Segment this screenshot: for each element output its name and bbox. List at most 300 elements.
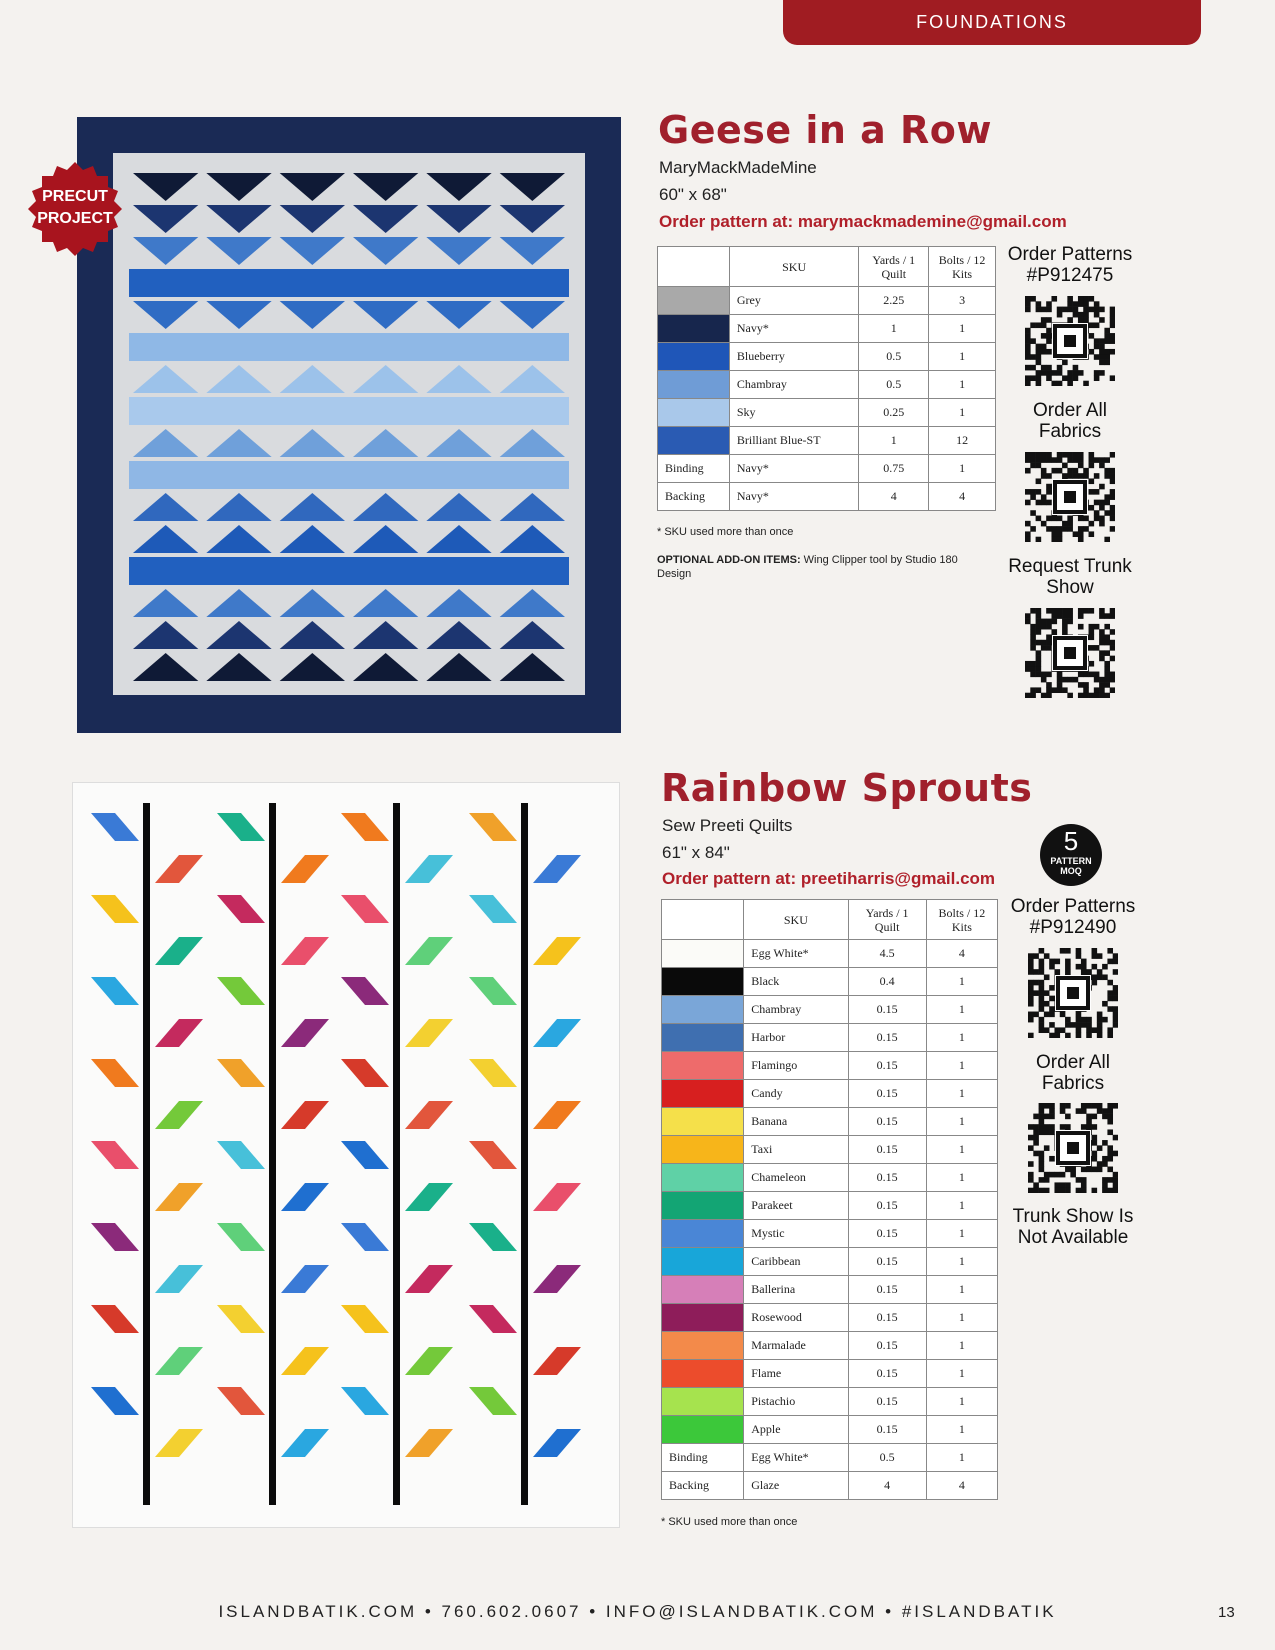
qr-module (1097, 953, 1103, 959)
qr-module (1067, 457, 1073, 463)
qr-module (1110, 516, 1115, 522)
qr-module (1092, 1103, 1098, 1109)
qr-module (1062, 307, 1068, 313)
qr-module (1089, 629, 1095, 635)
fabric-yards: 0.15 (848, 1052, 926, 1080)
qr-module (1086, 1103, 1092, 1109)
qr-module (1028, 985, 1034, 991)
qr-module (1049, 1114, 1055, 1120)
qr-module (1041, 344, 1047, 350)
qr-module (1099, 349, 1105, 355)
qr-finder-core (1064, 335, 1076, 347)
qr-module (1051, 619, 1057, 625)
qr-module (1039, 1151, 1045, 1157)
table-row (662, 1304, 998, 1332)
fabric-sku: Mystic (744, 1220, 848, 1248)
table-row (658, 371, 996, 399)
qr-module (1046, 375, 1052, 381)
fabric-sku: Grey (729, 287, 859, 315)
qr-module (1025, 375, 1031, 381)
qr-module (1097, 974, 1103, 980)
qr-module (1041, 452, 1047, 458)
table-row (662, 1052, 998, 1080)
fabric-yards: 0.15 (848, 1136, 926, 1164)
qr-module (1060, 1182, 1066, 1188)
qr-module (1036, 370, 1042, 376)
qr-module (1046, 317, 1052, 323)
table-row (662, 1388, 998, 1416)
qr-module (1076, 948, 1082, 954)
qr-module (1025, 531, 1031, 537)
quilt2-stem (269, 803, 276, 1505)
qr-module (1065, 1114, 1071, 1120)
qr-module (1025, 344, 1031, 350)
fabric-swatch (662, 1248, 744, 1276)
qr-module (1062, 677, 1068, 683)
qr-module (1041, 317, 1047, 323)
qr-module (1046, 624, 1052, 630)
qr-module (1099, 613, 1105, 619)
qr-module (1030, 629, 1036, 635)
qr-module (1110, 468, 1115, 474)
qr-module (1102, 974, 1108, 980)
pattern2-trunk-show-label (998, 1206, 1148, 1248)
fabric-sku: Navy* (729, 483, 859, 511)
quilt2-leaf (281, 1347, 329, 1375)
qr-module (1089, 489, 1095, 495)
table-row (662, 1136, 998, 1164)
qr-module (1046, 338, 1052, 344)
qr-module (1104, 650, 1110, 656)
qr-module (1046, 307, 1052, 313)
qr-module (1104, 349, 1110, 355)
table-row (658, 315, 996, 343)
fabric-swatch (662, 1416, 744, 1444)
qr-module (1046, 328, 1052, 334)
quilt2-leaf (91, 1059, 139, 1087)
qr-module (1110, 672, 1115, 678)
qr-module (1057, 677, 1063, 683)
qr-module (1110, 478, 1115, 484)
fabric-swatch (662, 1024, 744, 1052)
qr-module (1089, 463, 1095, 469)
pattern1-order-fabrics-label (1000, 400, 1140, 442)
fabric-swatch (662, 1052, 744, 1080)
qr-module (1094, 338, 1100, 344)
qr-module (1033, 1182, 1039, 1188)
qr-module (1113, 1151, 1118, 1157)
qr-module (1030, 526, 1036, 532)
qr-module (1065, 1167, 1071, 1173)
fabric-bolts: 1 (926, 1248, 997, 1276)
qr-module (1049, 1022, 1055, 1028)
qr-module (1110, 349, 1115, 355)
qr-module (1110, 307, 1115, 313)
qr-module (1054, 1027, 1060, 1033)
fabric-sku: Sky (729, 399, 859, 427)
qr-module (1092, 1124, 1098, 1130)
qr-module (1089, 624, 1095, 630)
qr-module (1113, 1177, 1118, 1183)
qr-module (1044, 953, 1050, 959)
qr-module (1062, 375, 1068, 381)
quilt2-leaf (469, 1223, 517, 1251)
qr-module (1065, 1022, 1071, 1028)
qr-module (1102, 1108, 1108, 1114)
qr-module (1067, 516, 1073, 522)
qr-module (1044, 974, 1050, 980)
qr-module (1030, 489, 1036, 495)
qr-module (1039, 1114, 1045, 1120)
qr-module (1044, 1103, 1050, 1109)
qr-module (1102, 1177, 1108, 1183)
qr-module (1067, 468, 1073, 474)
qr-module (1097, 1017, 1103, 1023)
qr-module (1092, 1151, 1098, 1157)
qr-module (1102, 1182, 1108, 1188)
qr-module (1107, 1006, 1113, 1012)
qr-module (1054, 959, 1060, 965)
qr-module (1078, 296, 1084, 302)
quilt2-leaf (91, 1305, 139, 1333)
qr-module (1036, 661, 1042, 667)
qr-module (1060, 1108, 1066, 1114)
qr-module (1094, 375, 1100, 381)
qr-module (1039, 1103, 1045, 1109)
qr-finder-core (1067, 987, 1079, 999)
qr-module (1060, 948, 1066, 954)
qr-module (1067, 381, 1073, 386)
qr-module (1089, 693, 1095, 698)
order-fabrics-line-2: Fabrics (1038, 421, 1102, 442)
qr-module (1025, 301, 1031, 307)
fabric-yards: 1 (859, 427, 929, 455)
header-swatch (658, 247, 730, 287)
fabric-yards: 0.4 (848, 968, 926, 996)
table-row (662, 968, 998, 996)
table-row (658, 399, 996, 427)
qr-finder-core (1067, 1142, 1079, 1154)
qr-module (1036, 624, 1042, 630)
moq-number: 5 (1063, 826, 1079, 856)
qr-module (1089, 531, 1095, 537)
fabric-swatch (662, 1136, 744, 1164)
fabric-yards: 0.15 (848, 1416, 926, 1444)
qr-module (1062, 629, 1068, 635)
qr-module (1030, 354, 1036, 360)
qr-module (1099, 500, 1105, 506)
fabric-yards: 0.15 (848, 1304, 926, 1332)
qr-module (1081, 969, 1087, 975)
qr-module (1110, 629, 1115, 635)
qr-module (1049, 1033, 1055, 1038)
qr-module (1073, 677, 1079, 683)
qr-module (1078, 537, 1084, 542)
qr-module (1107, 1145, 1113, 1151)
table-row (662, 1472, 998, 1500)
qr-module (1062, 613, 1068, 619)
pattern2-title: Rainbow Sprouts (661, 766, 1033, 810)
qr-module (1051, 457, 1057, 463)
pattern-number: #P912475 (1026, 265, 1114, 286)
qr-module (1086, 1114, 1092, 1120)
order-fabrics-qr-icon[interactable] (1025, 452, 1115, 542)
qr-module (1030, 452, 1036, 458)
fabric-yards: 1 (859, 315, 929, 343)
qr-module (1104, 640, 1110, 646)
qr-module (1089, 645, 1095, 651)
qr-module (1081, 964, 1087, 970)
qr-module (1041, 473, 1047, 479)
fabric-bolts: 3 (929, 287, 996, 315)
qr-module (1033, 1012, 1039, 1018)
qr-module (1054, 1033, 1060, 1038)
table-row (662, 1360, 998, 1388)
pattern2-order-link[interactable]: Order pattern at: preetiharris@gmail.com (662, 869, 996, 888)
quilt2-leaf (341, 1305, 389, 1333)
quilt2-leaf (469, 1305, 517, 1333)
qr-module (1113, 1022, 1118, 1028)
fabric-yards: 0.15 (848, 1080, 926, 1108)
qr-module (1086, 1017, 1092, 1023)
qr-module (1057, 613, 1063, 619)
quilt2-leaf (341, 1059, 389, 1087)
qr-module (1046, 457, 1052, 463)
qr-module (1110, 510, 1115, 516)
table-row (662, 1416, 998, 1444)
qr-module (1107, 959, 1113, 965)
qr-module (1113, 990, 1118, 996)
qr-module (1094, 677, 1100, 683)
qr-module (1097, 1022, 1103, 1028)
qr-module (1028, 1033, 1034, 1038)
qr-module (1092, 1114, 1098, 1120)
qr-module (1036, 322, 1042, 328)
quilt2-leaf (469, 1387, 517, 1415)
qr-module (1030, 687, 1036, 693)
qr-module (1067, 608, 1073, 614)
fabric-bolts: 1 (926, 1080, 997, 1108)
qr-module (1099, 317, 1105, 323)
pattern-moq-badge (1040, 824, 1102, 886)
qr-module (1086, 1033, 1092, 1038)
qr-module (1033, 953, 1039, 959)
qr-module (1057, 687, 1063, 693)
qr-module (1060, 1172, 1066, 1178)
moq-line-1: PATTERN (1050, 856, 1092, 866)
fabric-bolts: 1 (929, 399, 996, 427)
qr-module (1046, 608, 1052, 614)
quilt2-leaf (405, 1347, 453, 1375)
qr-module (1025, 619, 1031, 625)
qr-module (1051, 370, 1057, 376)
fabric-swatch (662, 996, 744, 1024)
qr-module (1073, 301, 1079, 307)
fabric-swatch (658, 343, 730, 371)
fabric-yards: 4 (848, 1472, 926, 1500)
quilt2-leaf (91, 977, 139, 1005)
header-yards: Yards / 1 Quilt (859, 247, 929, 287)
qr-module (1039, 1006, 1045, 1012)
pattern1-optional-items (657, 553, 977, 581)
qr-module (1083, 296, 1089, 302)
qr-module (1039, 1108, 1045, 1114)
qr-module (1110, 338, 1115, 344)
qr-module (1092, 964, 1098, 970)
qr-module (1092, 1027, 1098, 1033)
qr-module (1081, 1108, 1087, 1114)
qr-module (1083, 516, 1089, 522)
qr-module (1041, 672, 1047, 678)
qr-module (1107, 948, 1113, 954)
qr-module (1046, 645, 1052, 651)
qr-module (1092, 1140, 1098, 1146)
qr-module (1089, 478, 1095, 484)
qr-module (1036, 629, 1042, 635)
fabric-swatch (662, 1304, 744, 1332)
order-patterns-qr-icon[interactable] (1028, 948, 1118, 1038)
quilt2-leaf (281, 1429, 329, 1457)
qr-module (1036, 650, 1042, 656)
qr-module (1083, 473, 1089, 479)
qr-module (1083, 381, 1089, 386)
qr-module (1113, 1182, 1118, 1188)
qr-module (1060, 1027, 1066, 1033)
qr-module (1046, 687, 1052, 693)
qr-module (1065, 1182, 1071, 1188)
qr-module (1099, 687, 1105, 693)
qr-module (1060, 1103, 1066, 1109)
qr-module (1044, 1177, 1050, 1183)
quilt2-stem (521, 803, 528, 1505)
qr-module (1041, 370, 1047, 376)
qr-module (1062, 624, 1068, 630)
quilt2-leaf (217, 813, 265, 841)
qr-module (1057, 307, 1063, 313)
order-fabrics-line-1: Order All (1036, 1052, 1110, 1073)
fabric-bolts: 4 (926, 1472, 997, 1500)
qr-module (1030, 640, 1036, 646)
qr-module (1067, 301, 1073, 307)
trunk-show-qr-icon[interactable] (1025, 608, 1115, 698)
quilt2-leaf (217, 1387, 265, 1415)
fabric-sku: Banana (744, 1108, 848, 1136)
qr-module (1110, 505, 1115, 511)
qr-module (1039, 1156, 1045, 1162)
qr-module (1086, 969, 1092, 975)
qr-module (1033, 1129, 1039, 1135)
pattern1-order-link[interactable]: Order pattern at: marymackmademine@gmail.com (659, 212, 1067, 231)
qr-module (1036, 608, 1042, 614)
order-patterns-qr-icon[interactable] (1025, 296, 1115, 386)
fabric-yards: 4 (859, 483, 929, 511)
fabric-bolts: 1 (926, 1136, 997, 1164)
fabric-bolts: 1 (926, 1164, 997, 1192)
qr-module (1057, 365, 1063, 371)
qr-module (1104, 354, 1110, 360)
qr-module (1049, 1124, 1055, 1130)
qr-module (1094, 322, 1100, 328)
table-row (662, 1220, 998, 1248)
order-fabrics-qr-icon[interactable] (1028, 1103, 1118, 1193)
qr-module (1097, 1167, 1103, 1173)
qr-module (1110, 333, 1115, 339)
qr-module (1041, 333, 1047, 339)
qr-module (1025, 500, 1031, 506)
qr-module (1078, 463, 1084, 469)
qr-module (1051, 381, 1057, 386)
quilt2-stem (393, 803, 400, 1505)
qr-module (1067, 452, 1073, 458)
qr-module (1067, 521, 1073, 527)
qr-module (1046, 452, 1052, 458)
table-row (662, 996, 998, 1024)
qr-module (1036, 349, 1042, 355)
qr-module (1039, 1022, 1045, 1028)
fabric-sku: Flame (744, 1360, 848, 1388)
qr-module (1054, 1182, 1060, 1188)
qr-module (1057, 452, 1063, 458)
table-row (662, 1164, 998, 1192)
qr-module (1060, 1188, 1066, 1193)
optional-text: Wing Clipper tool by Studio 180 Design (657, 554, 958, 580)
qr-module (1086, 1027, 1092, 1033)
qr-module (1110, 526, 1115, 532)
table-row (662, 1192, 998, 1220)
qr-module (1094, 489, 1100, 495)
qr-module (1086, 1119, 1092, 1125)
moq-line-2: MOQ (1060, 866, 1082, 876)
quilt2-leaf (155, 1101, 203, 1129)
qr-module (1028, 1172, 1034, 1178)
qr-module (1104, 333, 1110, 339)
page-number: 13 (1218, 1604, 1235, 1621)
qr-module (1039, 969, 1045, 975)
quilt2-leaf (91, 1141, 139, 1169)
qr-module (1051, 526, 1057, 532)
qr-module (1030, 463, 1036, 469)
qr-module (1049, 1103, 1055, 1109)
quilt2-leaf (281, 855, 329, 883)
pattern1-size: 60" x 68" (659, 185, 727, 204)
qr-module (1102, 1156, 1108, 1162)
qr-module (1065, 969, 1071, 975)
badge-line-1: PRECUT (42, 188, 108, 205)
optional-label: OPTIONAL ADD-ON ITEMS: (657, 554, 801, 566)
qr-module (1065, 1124, 1071, 1130)
qr-module (1028, 1124, 1034, 1130)
fabric-bolts: 4 (926, 940, 997, 968)
fabric-sku: Parakeet (744, 1192, 848, 1220)
quilt2-leaf (281, 1019, 329, 1047)
qr-module (1051, 531, 1057, 537)
quilt2-leaf (533, 1183, 581, 1211)
quilt1-strip (129, 397, 569, 425)
qr-module (1028, 1017, 1034, 1023)
qr-module (1083, 468, 1089, 474)
qr-module (1044, 1129, 1050, 1135)
qr-module (1073, 307, 1079, 313)
qr-module (1086, 1167, 1092, 1173)
qr-module (1039, 990, 1045, 996)
qr-module (1099, 656, 1105, 662)
qr-module (1078, 613, 1084, 619)
qr-module (1041, 349, 1047, 355)
qr-module (1025, 333, 1031, 339)
order-fabrics-line-1: Order All (1033, 400, 1107, 421)
qr-module (1036, 344, 1042, 350)
qr-module (1030, 494, 1036, 500)
